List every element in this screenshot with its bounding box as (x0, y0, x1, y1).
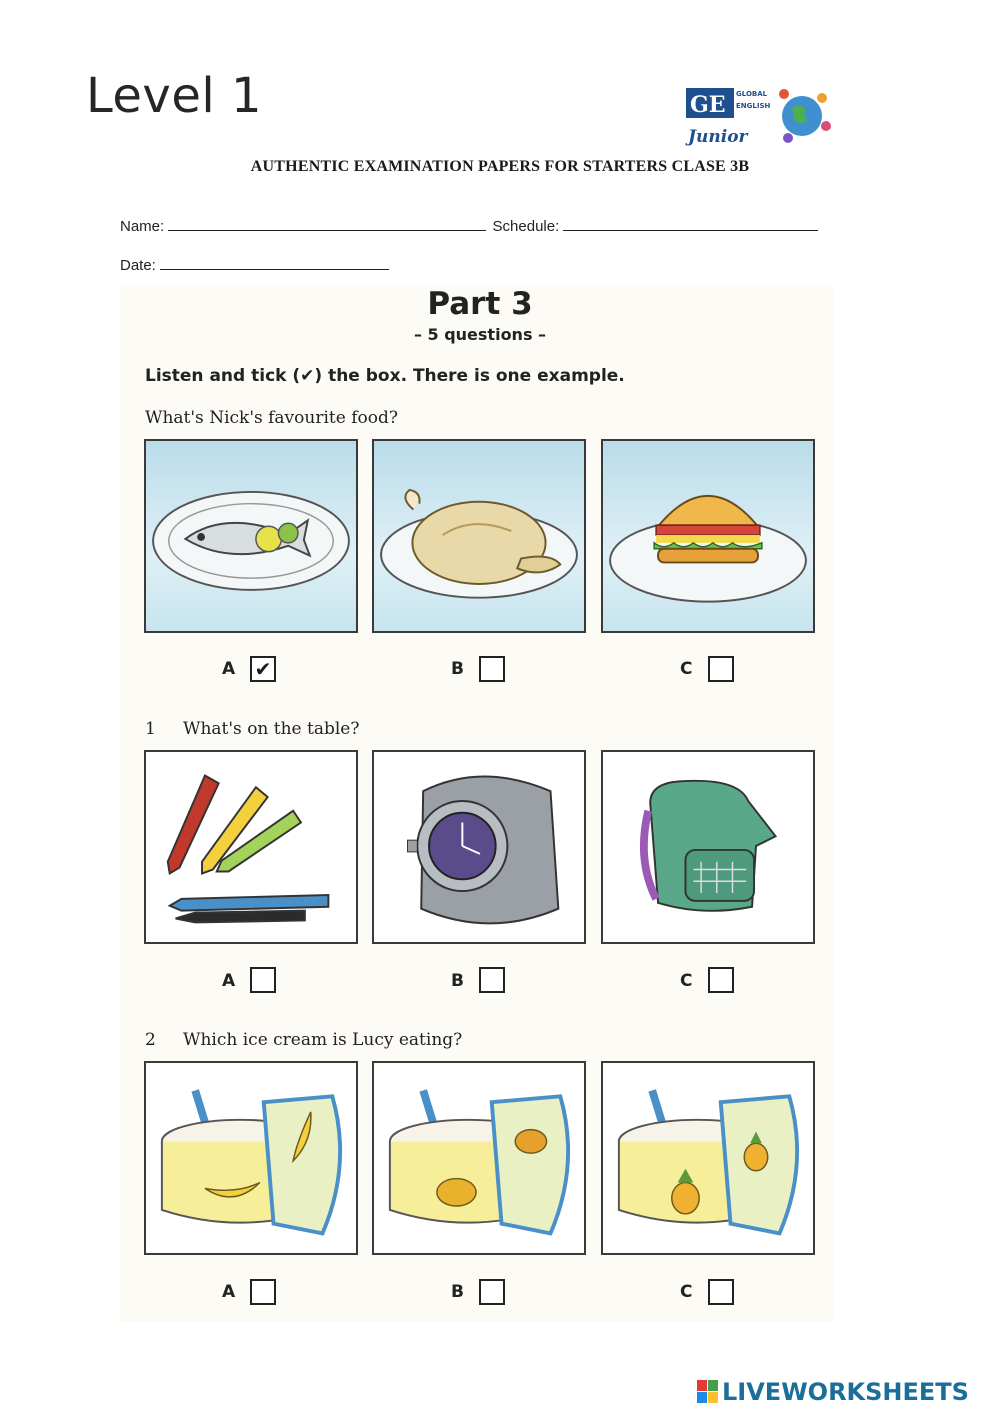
name-label: Name: (120, 218, 165, 235)
example-question (145, 408, 398, 428)
question-number: 1 (145, 719, 156, 739)
example-option-c-label: C (680, 659, 693, 679)
example-option-b-checkbox[interactable] (479, 656, 505, 682)
q2-option-b-label: B (451, 1282, 464, 1302)
part-subtitle: – 5 questions – (413, 325, 547, 344)
example-option-c-checkbox[interactable] (708, 656, 734, 682)
banana-ice-cream-picture (144, 1061, 358, 1255)
instructions: Listen and tick (✔) the box. There is one example. (145, 366, 625, 386)
q1-option-a-checkbox[interactable] (250, 967, 276, 993)
watch-picture (372, 750, 586, 944)
question-text: What's Nick's favourite food? (145, 408, 398, 428)
q2-option-b-checkbox[interactable] (479, 1279, 505, 1305)
q1-option-a-label: A (222, 971, 236, 991)
svg-text:ENGLISH: ENGLISH (736, 102, 771, 110)
q1-option-b-label: B (451, 971, 464, 991)
exam-title: AUTHENTIC EXAMINATION PAPERS FOR STARTERS CLASE 3B (250, 158, 750, 175)
level-heading: Level 1 (86, 68, 262, 124)
example-option-a-checkbox[interactable]: ✔ (250, 656, 276, 682)
schedule-label: Schedule: (492, 218, 560, 235)
chicken-plate-picture (372, 439, 586, 633)
mango-ice-cream-picture (372, 1061, 586, 1255)
q2-option-a-label: A (222, 1282, 236, 1302)
q1-option-c-label: C (680, 971, 693, 991)
fish-plate-picture (144, 439, 358, 633)
schedule-line[interactable] (563, 216, 818, 231)
q2-option-c-checkbox[interactable] (708, 1279, 734, 1305)
burger-plate-picture (601, 439, 815, 633)
part-title: Part 3 (427, 286, 533, 322)
name-field-row (120, 216, 818, 235)
question-number: 2 (145, 1030, 156, 1050)
svg-text:GE: GE (690, 92, 726, 118)
pencils-picture (144, 750, 358, 944)
svg-text:GLOBAL: GLOBAL (736, 90, 768, 98)
liveworksheets-logo-icon (697, 1380, 719, 1404)
question-2 (145, 1030, 462, 1050)
example-option-a-label: A (222, 659, 236, 679)
global-english-junior-logo (684, 80, 834, 152)
name-line[interactable] (168, 216, 486, 231)
date-line[interactable] (160, 255, 389, 270)
q2-option-c-label: C (680, 1282, 693, 1302)
schoolbag-picture (601, 750, 815, 944)
question-1 (145, 719, 359, 739)
q2-option-a-checkbox[interactable] (250, 1279, 276, 1305)
q1-option-b-checkbox[interactable] (479, 967, 505, 993)
q1-option-c-checkbox[interactable] (708, 967, 734, 993)
date-label: Date: (120, 257, 156, 274)
question-text: What's on the table? (183, 719, 360, 739)
liveworksheets-brand[interactable]: LIVEWORKSHEETS (722, 1378, 969, 1406)
svg-text:Junior: Junior (688, 127, 748, 147)
date-field-row (120, 255, 389, 274)
question-text: Which ice cream is Lucy eating? (183, 1030, 463, 1050)
example-option-b-label: B (451, 659, 464, 679)
pineapple-ice-cream-picture (601, 1061, 815, 1255)
